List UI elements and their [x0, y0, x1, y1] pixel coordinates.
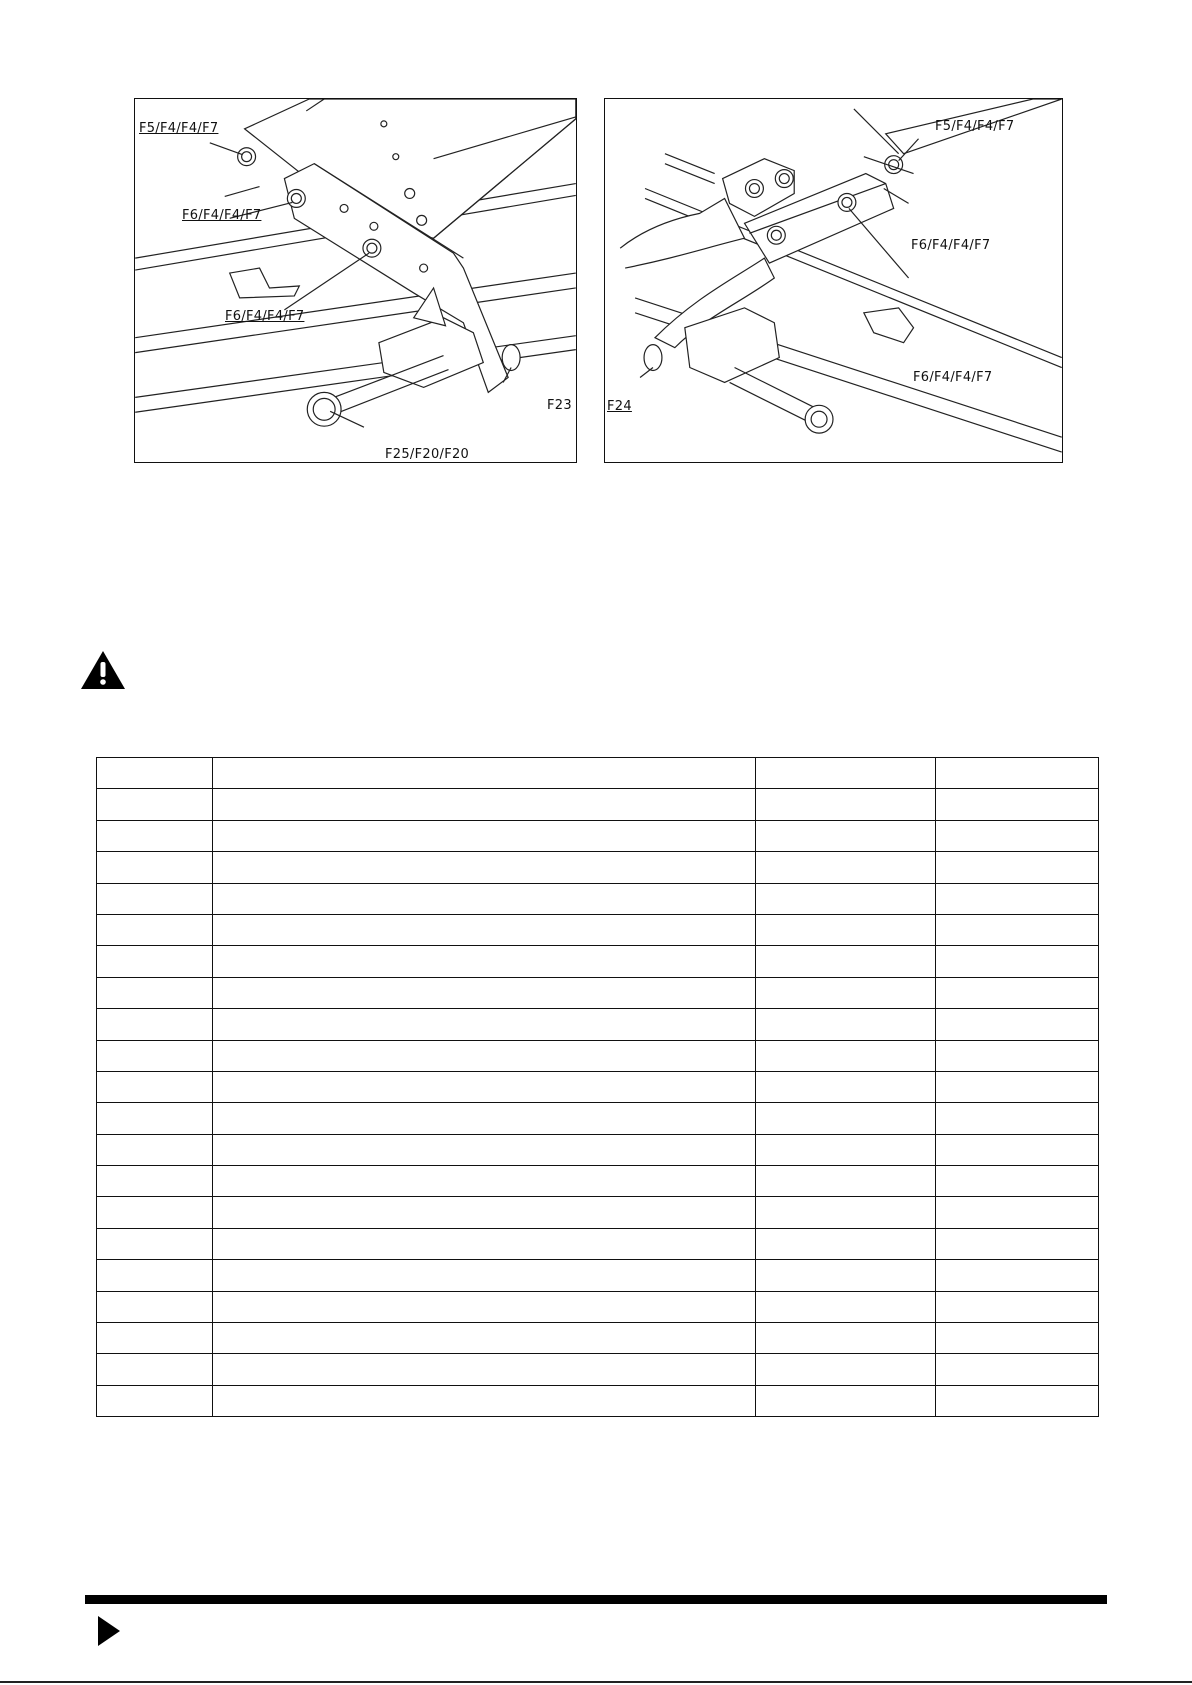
table-cell — [936, 1103, 1099, 1134]
table-cell — [756, 1197, 936, 1228]
table-cell — [213, 914, 756, 945]
table-cell — [213, 883, 756, 914]
table-cell — [213, 1103, 756, 1134]
table-cell — [936, 852, 1099, 883]
table-cell — [756, 977, 936, 1008]
table-cell — [213, 1291, 756, 1322]
table-cell — [756, 1228, 936, 1259]
table-cell — [756, 758, 936, 789]
table-cell — [97, 1009, 213, 1040]
table-row — [97, 1228, 1099, 1259]
table-row — [97, 1009, 1099, 1040]
table-row — [97, 1197, 1099, 1228]
table-cell — [936, 820, 1099, 851]
nut-lower-right — [767, 226, 785, 244]
table-cell — [756, 1134, 936, 1165]
table-cell — [97, 1071, 213, 1102]
table-cell — [756, 1291, 936, 1322]
table-cell — [756, 789, 936, 820]
table-cell — [213, 1040, 756, 1071]
callout-lower-nut: F6/F4/F4/F7 — [225, 309, 305, 324]
table-cell — [213, 1260, 756, 1291]
footer-rule — [85, 1595, 1107, 1604]
hitch-drawing-right — [605, 99, 1062, 462]
table-row — [97, 1260, 1099, 1291]
table-cell — [936, 914, 1099, 945]
table-cell — [97, 1323, 213, 1354]
hitch-drawing-left — [135, 99, 576, 462]
callout-mid-nut: F6/F4/F4/F7 — [182, 208, 262, 223]
table-row — [97, 883, 1099, 914]
table-cell — [756, 1260, 936, 1291]
table-cell — [756, 1354, 936, 1385]
table-cell — [936, 1291, 1099, 1322]
table-cell — [213, 1071, 756, 1102]
table-row — [97, 946, 1099, 977]
table-cell — [97, 1260, 213, 1291]
table-cell — [936, 977, 1099, 1008]
table-cell — [97, 1291, 213, 1322]
table-cell — [97, 883, 213, 914]
callout-top-nut: F5/F4/F4/F7 — [935, 119, 1015, 134]
nut-mid-left — [287, 190, 305, 208]
table-cell — [213, 1323, 756, 1354]
table-row — [97, 1354, 1099, 1385]
table-cell — [756, 1385, 936, 1416]
table-cell — [97, 1197, 213, 1228]
table-cell — [756, 946, 936, 977]
callout-mid-nut: F6/F4/F4/F7 — [911, 238, 991, 253]
table-row — [97, 1291, 1099, 1322]
assembly-figure-right — [604, 98, 1063, 463]
table-row — [97, 852, 1099, 883]
table-cell — [213, 1166, 756, 1197]
table-cell — [97, 1166, 213, 1197]
callout-lower-nut: F6/F4/F4/F7 — [913, 370, 993, 385]
table-cell — [213, 946, 756, 977]
next-page-arrow-icon — [98, 1616, 120, 1646]
table-row — [97, 977, 1099, 1008]
callout-clip: F23 — [547, 398, 572, 413]
table-cell — [97, 1354, 213, 1385]
table-cell — [213, 852, 756, 883]
table-cell — [756, 883, 936, 914]
table-cell — [936, 1134, 1099, 1165]
table-cell — [213, 977, 756, 1008]
table-cell — [756, 1071, 936, 1102]
table-cell — [97, 977, 213, 1008]
table-cell — [97, 1040, 213, 1071]
table-row — [97, 1166, 1099, 1197]
table-cell — [936, 1009, 1099, 1040]
table-cell — [213, 758, 756, 789]
table-cell — [756, 914, 936, 945]
parts-table — [96, 757, 1099, 1417]
table-cell — [213, 1009, 756, 1040]
table-cell — [936, 946, 1099, 977]
table-cell — [936, 883, 1099, 914]
table-cell — [756, 1323, 936, 1354]
table-cell — [97, 758, 213, 789]
table-cell — [756, 1040, 936, 1071]
table-cell — [756, 1166, 936, 1197]
table-cell — [97, 1385, 213, 1416]
table-cell — [97, 1134, 213, 1165]
nut-mid-right — [838, 193, 856, 211]
table-cell — [936, 1385, 1099, 1416]
table-cell — [756, 852, 936, 883]
table-cell — [936, 1197, 1099, 1228]
callout-top-nut: F5/F4/F4/F7 — [139, 121, 219, 136]
table-cell — [97, 946, 213, 977]
table-cell — [97, 820, 213, 851]
table-cell — [936, 1228, 1099, 1259]
table-row — [97, 1134, 1099, 1165]
table-cell — [97, 914, 213, 945]
assembly-figure-left — [134, 98, 577, 463]
parts-table-body — [97, 758, 1099, 1417]
nut-right-b — [775, 170, 793, 188]
table-cell — [213, 1134, 756, 1165]
table-cell — [97, 789, 213, 820]
table-cell — [936, 758, 1099, 789]
table-cell — [936, 1354, 1099, 1385]
table-cell — [756, 1103, 936, 1134]
page-edge-line — [0, 1681, 1192, 1683]
table-row — [97, 1103, 1099, 1134]
nut-right-a — [745, 180, 763, 198]
table-row — [97, 1040, 1099, 1071]
table-cell — [97, 1103, 213, 1134]
table-cell — [213, 820, 756, 851]
table-cell — [936, 1166, 1099, 1197]
table-cell — [936, 1040, 1099, 1071]
table-cell — [97, 852, 213, 883]
table-cell — [213, 1385, 756, 1416]
table-cell — [936, 1260, 1099, 1291]
table-row — [97, 789, 1099, 820]
table-cell — [756, 1009, 936, 1040]
table-cell — [936, 789, 1099, 820]
table-cell — [936, 1323, 1099, 1354]
callout-clip: F24 — [607, 399, 632, 414]
table-cell — [213, 1354, 756, 1385]
table-row — [97, 820, 1099, 851]
table-row — [97, 1385, 1099, 1416]
nut-lower-left — [363, 239, 381, 257]
table-row — [97, 914, 1099, 945]
table-cell — [213, 789, 756, 820]
warning-triangle-icon — [80, 649, 126, 691]
nut-top-left — [238, 148, 256, 166]
table-cell — [213, 1197, 756, 1228]
table-cell — [936, 1071, 1099, 1102]
callout-pin: F25/F20/F20 — [385, 447, 470, 462]
table-cell — [756, 820, 936, 851]
table-row — [97, 1323, 1099, 1354]
table-row — [97, 758, 1099, 789]
table-cell — [97, 1228, 213, 1259]
table-cell — [213, 1228, 756, 1259]
table-row — [97, 1071, 1099, 1102]
